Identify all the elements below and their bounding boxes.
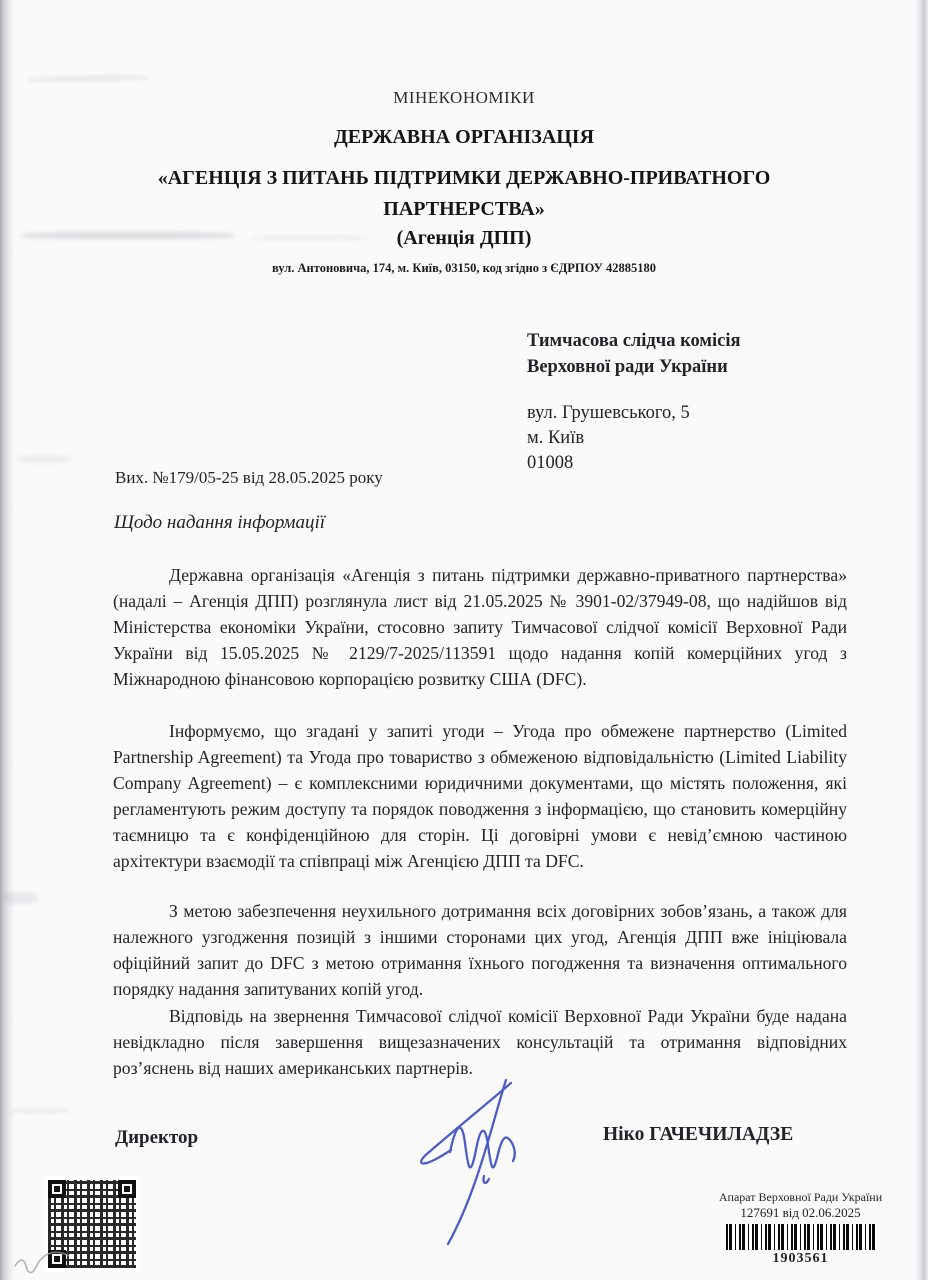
body-paragraph-1: Державна організація «Агенція з питань підтримки державно-приватного партнерства» (надалі – Агенція ДПП) розглянула лист від 21.05.2025 № 3901-02/37949-08, що надійшов від Міністерства економіки України, стосовно запиту Тимчасової слідчої комісії Верховної Ради України від 15.05.2025 № 2129/7-2025/113591 щодо надання копій комерційних угод з Міжнародною фінансовою корпорацією розвитку США (DFC). bbox=[113, 565, 847, 689]
organization-type: ДЕРЖАВНА ОРГАНІЗАЦІЯ bbox=[333, 126, 595, 148]
recipient-name-line2: Верховної ради України bbox=[527, 357, 728, 377]
organization-name-line2: ПАРТНЕРСТВА» bbox=[383, 198, 545, 220]
scan-artifact bbox=[10, 1108, 70, 1113]
body-paragraph-3: З метою забезпечення неухильного дотримання всіх договірних зобов’язань, а також для належного узгодження позицій з іншими сторонами цих угод, Агенція ДПП вже ініціювала офіційний запит до DFC з метою отримання їхнього погодження та визначення оптимального порядку надання запитуваних копій угод. bbox=[113, 901, 847, 999]
recipient-postcode: 01008 bbox=[527, 453, 574, 473]
stamp-office: Апарат Верховної Ради України bbox=[718, 1190, 883, 1204]
organization-name-line1: «АГЕНЦІЯ З ПИТАНЬ ПІДТРИМКИ ДЕРЖАВНО-ПРИВАТНОГО bbox=[157, 167, 771, 189]
outgoing-reference: Вих. №179/05-25 від 28.05.2025 року bbox=[115, 468, 383, 487]
recipient-block bbox=[527, 328, 741, 476]
signer-name: Ніко ГАЧЕЧИЛАДЗЕ bbox=[603, 1124, 794, 1145]
scan-artifact bbox=[4, 892, 38, 904]
qr-finder-icon bbox=[118, 1180, 136, 1198]
scan-artifact bbox=[28, 75, 148, 82]
ministry-name: МІНЕКОНОМІКИ bbox=[393, 88, 535, 107]
recipient-street: вул. Грушевського, 5 bbox=[527, 403, 690, 423]
signer-title: Директор bbox=[115, 1127, 199, 1148]
qr-finder-icon bbox=[48, 1180, 66, 1198]
registration-stamp bbox=[703, 1190, 898, 1267]
scan-edge-right bbox=[915, 0, 928, 1280]
barcode-icon bbox=[726, 1224, 876, 1250]
pen-squiggle-mark bbox=[12, 1244, 72, 1280]
recipient-city: м. Київ bbox=[527, 428, 585, 448]
recipient-name-line1: Тимчасова слідча комісія bbox=[527, 331, 741, 351]
barcode-number: 1903561 bbox=[772, 1251, 829, 1266]
body-paragraph-2: Інформуємо, що згадані у запиті угоди – Угода про обмежене партнерство (Limited Partnership Agreement) та Угода про товариство з обмеженою відповідальністю (Limited Liability Company Agreement) – є комплексними юридичними документами, що містять положення, які регламентують режим доступу та порядок поводження з інформацією, що становить комерційну таємницю та є конфіденційною для сторін. Ці договірні умови є невід’ємною частиною архітектури взаємодії та співпраці між Агенцією ДПП та DFC. bbox=[113, 721, 847, 871]
organization-short-name: (Агенція ДПП) bbox=[396, 227, 532, 249]
body-paragraph-4: Відповідь на звернення Тимчасової слідчої комісії Верховної Ради України буде надана невідкладно після завершення вищезазначених консультацій та отримання відповідних роз’яснень від наших американських партнерів. bbox=[113, 1006, 847, 1078]
subject-line: Щодо надання інформації bbox=[114, 512, 326, 533]
stamp-registration: 127691 від 02.06.2025 bbox=[740, 1205, 861, 1220]
organization-name bbox=[104, 163, 824, 225]
handwritten-signature-icon bbox=[388, 1072, 538, 1252]
scan-artifact bbox=[16, 455, 71, 463]
organization-address: вул. Антоновича, 174, м. Київ, 03150, код згідно з ЄДРПОУ 42885180 bbox=[272, 261, 656, 275]
scan-edge-left bbox=[0, 0, 15, 1280]
